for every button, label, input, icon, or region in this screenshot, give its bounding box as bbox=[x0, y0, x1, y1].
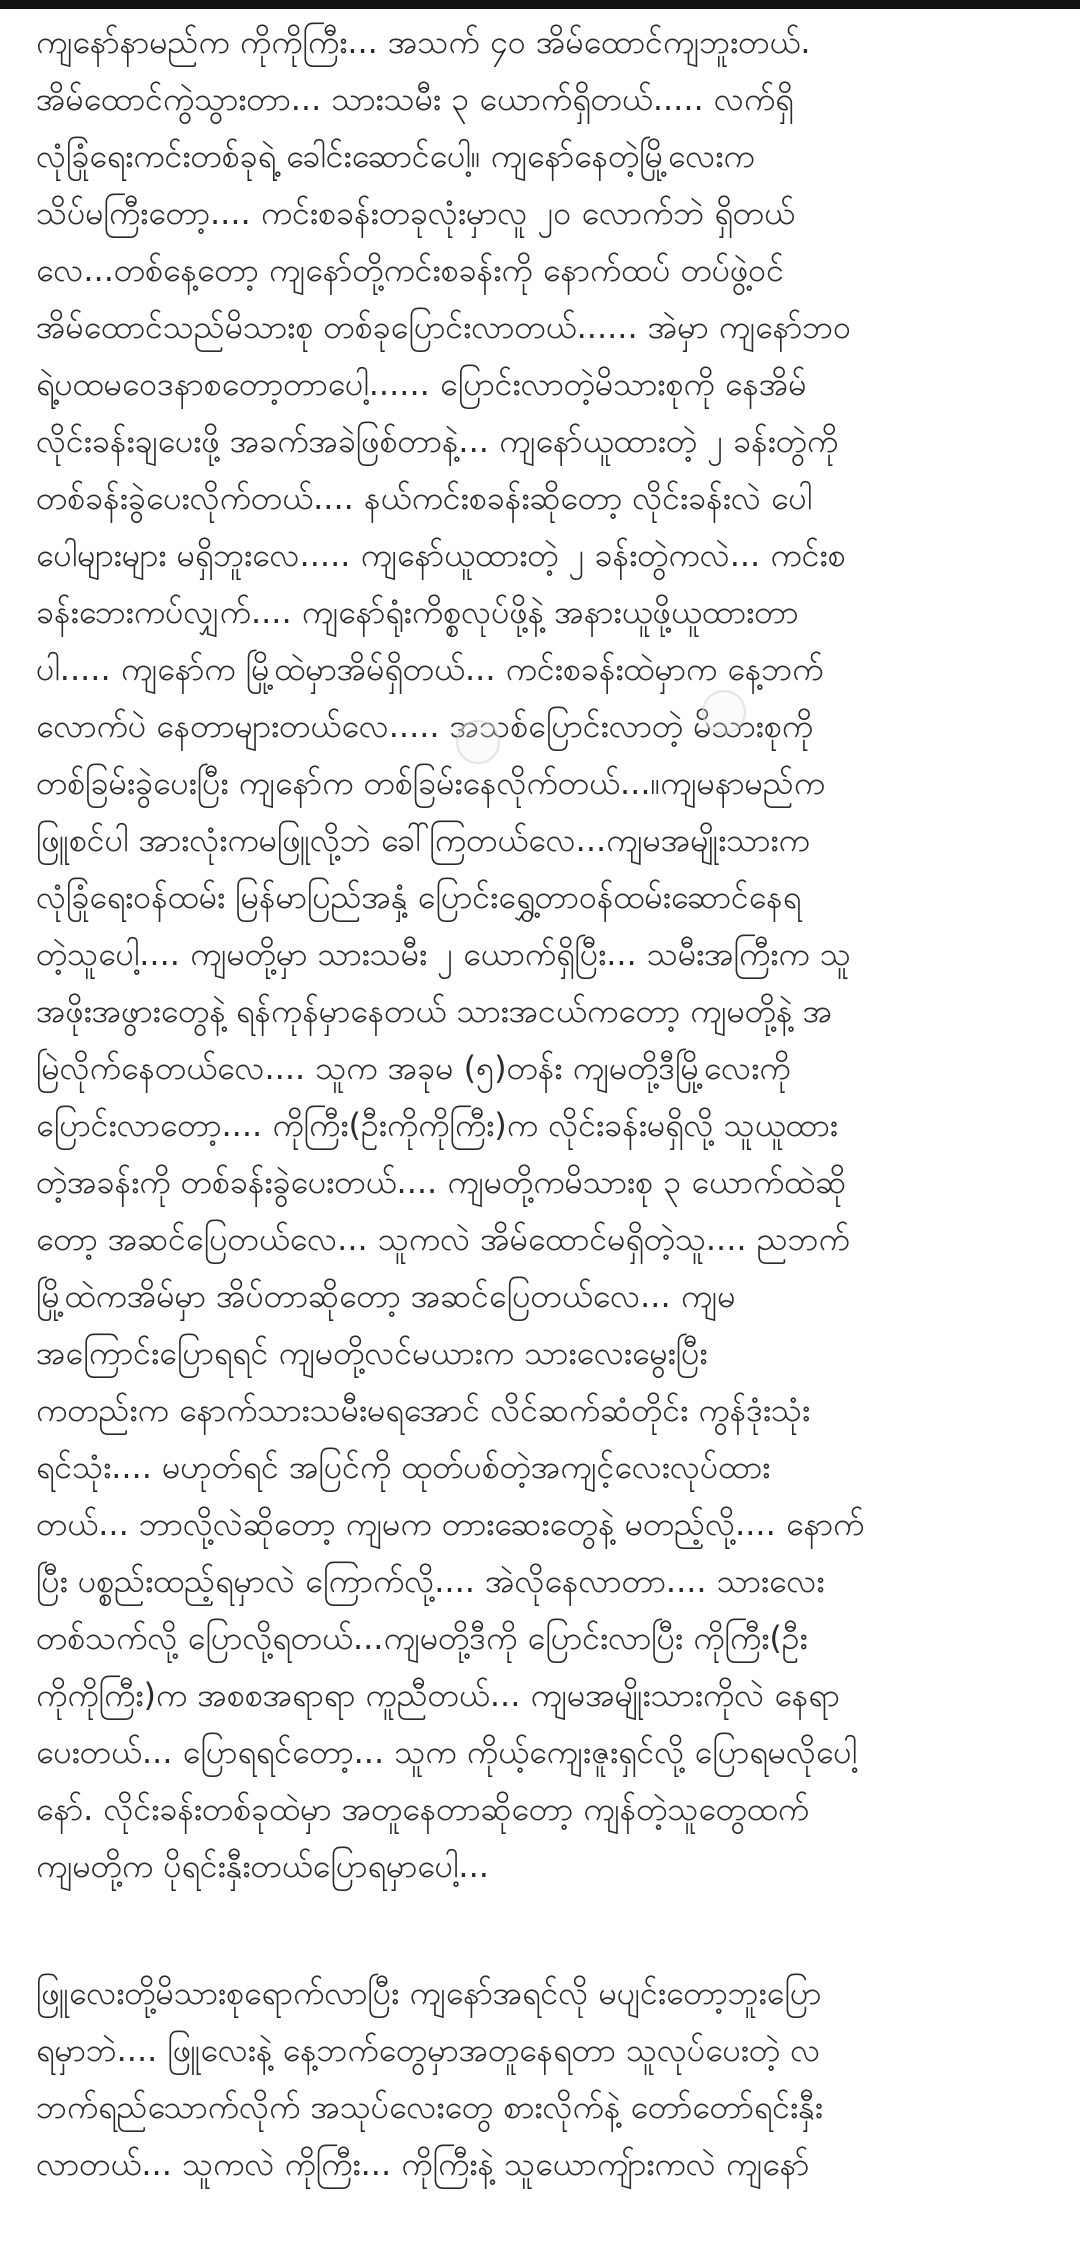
story-text-line: ရဲ့ပထမဝေဒနာစတော့တာပေါ့...... ပြောင်းလာတဲ့မိသားစုကို နေအိမ် bbox=[36, 365, 807, 403]
story-text-line: သိပ်မကြီးတော့.... ကင်းစခန်းတခုလုံးမှာလူ ၂၀ လောက်ဘဲ ရှိတယ် bbox=[36, 194, 795, 232]
watermark-circle bbox=[456, 720, 500, 764]
story-text-line: အိမ်ထောင်သည်မိသားစု တစ်ခုပြောင်းလာတယ်...... အဲမှာ ကျနော်ဘဝ bbox=[36, 308, 852, 346]
story-text-line: ခန်းဘေးကပ်လျှက်.... ကျနော်ရုံးကိစ္စလုပ်ဖို့နဲ့ အနားယူဖို့ယူထားတာ bbox=[36, 593, 799, 631]
story-text-line: ကိုကိုကြီး)က အစစအရာရာ ကူညီတယ်... ကျမအမျိုးသားကိုလဲ နေရာ bbox=[36, 1676, 840, 1714]
story-text-line: လုံခြုံရေးကင်းတစ်ခုရဲ့ ခေါင်းဆောင်ပေါ့။ ကျနော်နေတဲ့မြို့လေးက bbox=[36, 137, 755, 175]
story-text-line: တစ်သက်လို့ ပြောလို့ရတယ်...ကျမတို့ဒီကို ပြောင်းလာပြီး ကိုကြီး(ဦး bbox=[36, 1619, 808, 1657]
story-text-line: လုံခြုံရေးဝန်ထမ်း မြန်မာပြည်အနှံ့ ပြောင်းရွှေ့တာဝန်ထမ်းဆောင်နေရ bbox=[36, 878, 802, 916]
story-text-line: ပါ..... ကျနော်က မြို့ထဲမှာအိမ်ရှိတယ်... ကင်းစခန်းထဲမှာက နေ့ဘက် bbox=[36, 650, 824, 688]
story-text-line: မြို့ထဲကအိမ်မှာ အိပ်တာဆိုတော့ အဆင်ပြေတယ်လေ... ကျမ bbox=[36, 1277, 736, 1315]
story-text-line: ဖြူလေးတို့မိသားစုရောက်လာပြီး ကျနော်အရင်လို မပျင်းတော့ဘူးပြော bbox=[36, 1974, 822, 2012]
story-text-line: တဲ့အခန်းကို တစ်ခန်းခွဲပေးတယ်.... ကျမတို့ကမိသားစု ၃ ယောက်ထဲဆို bbox=[36, 1163, 847, 1201]
story-paragraph bbox=[36, 1965, 1046, 2193]
story-paragraph bbox=[36, 14, 1046, 1895]
story-article bbox=[36, 14, 1046, 2193]
story-text-line: တယ်... ဘာလို့လဲဆိုတော့ ကျမက တားဆေးတွေနဲ့ မတည့်လို့.... နောက် bbox=[36, 1505, 865, 1543]
story-text-line: ဘက်ရည်သောက်လိုက် အသုပ်လေးတွေ စားလိုက်နဲ့ တော်တော်ရင်းနှီး bbox=[36, 2088, 823, 2126]
story-text-line: ဖြူစင်ပါ အားလုံးကမဖြူလို့ဘဲ ခေါ်ကြတယ်လေ...ကျမအမျိုးသားက bbox=[36, 821, 810, 859]
story-text-line: နော်. လိုင်းခန်းတစ်ခုထဲမှာ အတူနေတာဆိုတော့ ကျန်တဲ့သူတွေထက် bbox=[36, 1790, 810, 1828]
story-text-line: တစ်ခန်းခွဲပေးလိုက်တယ်.... နယ်ကင်းစခန်းဆိုတော့ လိုင်းခန်းလဲ ပေါ bbox=[36, 479, 813, 517]
story-text-line: အိမ်ထောင်ကွဲသွားတာ... သားသမီး ၃ ယောက်ရှိတယ်..... လက်ရှိ bbox=[36, 80, 794, 118]
story-text-line: ကျနော်နာမည်က ကိုကိုကြီး... အသက် ၄၀ အိမ်ထောင်ကျဘူးတယ်. bbox=[36, 23, 811, 61]
story-text-line: တစ်ခြမ်းခွဲပေးပြီး ကျနော်က တစ်ခြမ်းနေလိုက်တယ်...။ကျမနာမည်က bbox=[36, 764, 826, 802]
paragraph-spacer bbox=[36, 1895, 1046, 1965]
story-text-line: အကြောင်းပြောရရင် ကျမတို့လင်မယားက သားလေးမွေးပြီး bbox=[36, 1334, 708, 1372]
story-text-line: ရင်သုံး.... မဟုတ်ရင် အပြင်ကို ထုတ်ပစ်တဲ့အကျင့်လေးလုပ်ထား bbox=[36, 1448, 771, 1486]
story-text-line: တဲ့သူပေါ့.... ကျမတို့မှာ သားသမီး ၂ ယောက်ရှိပြီး... သမီးအကြီးက သူ bbox=[36, 935, 851, 973]
story-text-line: တော့ အဆင်ပြေတယ်လေ... သူကလဲ အိမ်ထောင်မရှိတဲ့သူ.... ညဘက် bbox=[36, 1220, 850, 1258]
story-text-line: အဖိုးအဖွားတွေနဲ့ ရန်ကုန်မှာနေတယ် သားအငယ်ကတော့ ကျမတို့နဲ့ အ bbox=[36, 992, 833, 1030]
story-text-line: မြဲလိုက်နေတယ်လေ.... သူက အခုမ (၅)တန်း ကျမတို့ဒီမြို့လေးကို bbox=[36, 1049, 791, 1087]
watermark-circle bbox=[702, 690, 746, 734]
story-text-line: လိုင်းခန်းချပေးဖို့ အခက်အခဲဖြစ်တာနဲ့... ကျနော်ယူထားတဲ့ ၂ ခန်းတွဲကို bbox=[36, 422, 839, 460]
status-bar-strip bbox=[0, 0, 1080, 9]
story-text-line: ပြီး ပစ္စည်းထည့်ရမှာလဲ ကြောက်လို့.... အဲလိုနေလာတာ.... သားလေး bbox=[36, 1562, 825, 1600]
story-text-line: ကတည်းက နောက်သားသမီးမရအောင် လိင်ဆက်ဆံတိုင်း ကွန်ဒုံးသုံး bbox=[36, 1391, 811, 1429]
story-text-line: ပြောင်းလာတော့.... ကိုကြီး(ဦးကိုကိုကြီး)က လိုင်းခန်းမရှိလို့ သူယူထား bbox=[36, 1106, 838, 1144]
story-text-line: လောက်ပဲ နေတာများတယ်လေ..... အသစ်ပြောင်းလာတဲ့ မိသားစုကို bbox=[36, 707, 814, 745]
story-text-line: ကျမတို့က ပိုရင်းနှီးတယ်ပြောရမှာပေါ့... bbox=[36, 1847, 489, 1885]
story-text-line: လေ...တစ်နေ့တော့ ကျနော်တို့ကင်းစခန်းကို နောက်ထပ် တပ်ဖွဲ့ဝင် bbox=[36, 251, 784, 289]
story-text-line: ရမှာဘဲ.... ဖြူလေးနဲ့ နေ့ဘက်တွေမှာအတူနေရတာ သူလုပ်ပေးတဲ့ လ bbox=[36, 2031, 821, 2069]
story-text-line: ပေးတယ်... ပြောရရင်တော့... သူက ကိုယ့်ကျေးဇူးရှင်လို့ ပြောရမလိုပေါ့ bbox=[36, 1733, 858, 1771]
story-text-line: လာတယ်... သူကလဲ ကိုကြီး... ကိုကြီးနဲ့ သူယောကျ်ားကလဲ ကျနော် bbox=[36, 2145, 810, 2183]
story-text-line: ပေါများများ မရှိဘူးလေ..... ကျနော်ယူထားတဲ့ ၂ ခန်းတွဲကလဲ... ကင်းစ bbox=[36, 536, 846, 574]
